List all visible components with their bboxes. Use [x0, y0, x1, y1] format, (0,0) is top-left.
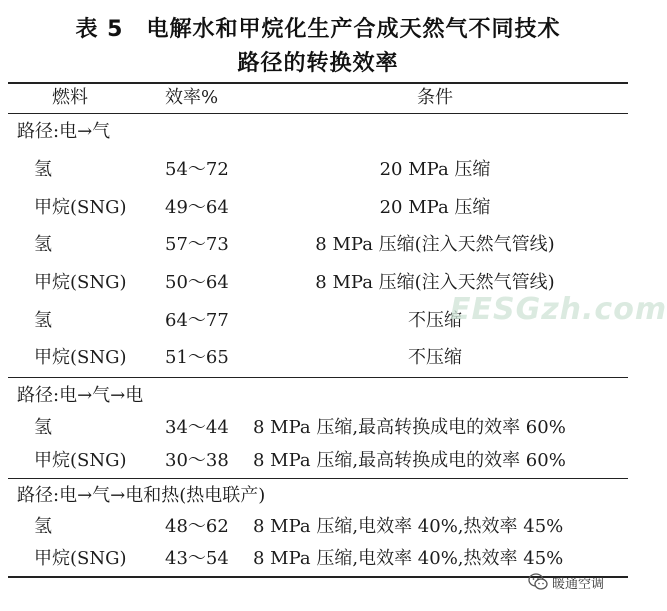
- fuel-cell: 氢: [34, 516, 52, 537]
- condition-cell: 20 MPa 压缩: [379, 197, 491, 218]
- site-watermark: EESGzh.com: [450, 292, 667, 327]
- condition-cell: 8 MPa 压缩,最高转换成电的效率 60%: [253, 450, 566, 471]
- efficiency-cell: 34～44: [165, 417, 229, 438]
- brand-badge: [528, 572, 604, 592]
- header-condition: 条件: [417, 87, 453, 108]
- route-label: 路径:电→气→电和热(热电联产): [17, 485, 266, 506]
- header-rule: [8, 113, 628, 114]
- efficiency-cell: 50～64: [165, 272, 229, 293]
- efficiency-cell: 49～64: [165, 197, 229, 218]
- efficiency-cell: 51～65: [165, 347, 229, 368]
- condition-cell: 8 MPa 压缩,电效率 40%,热效率 45%: [253, 516, 564, 537]
- condition-cell: 8 MPa 压缩(注入天然气管线): [315, 272, 555, 293]
- header-fuel: 燃料: [52, 87, 88, 108]
- efficiency-cell: 43～54: [165, 548, 229, 569]
- fuel-cell: 氢: [34, 310, 52, 331]
- condition-cell: 8 MPa 压缩(注入天然气管线): [315, 234, 555, 255]
- fuel-cell: 甲烷(SNG): [34, 450, 127, 471]
- condition-cell: 8 MPa 压缩,最高转换成电的效率 60%: [253, 417, 566, 438]
- header-efficiency: 效率%: [165, 87, 219, 108]
- condition-cell: 不压缩: [408, 347, 462, 368]
- table-title-line-1: 表 5 电解水和甲烷化生产合成天然气不同技术: [75, 17, 561, 42]
- fuel-cell: 甲烷(SNG): [34, 197, 127, 218]
- efficiency-cell: 64～77: [165, 310, 229, 331]
- brand-label: 暖通空调: [552, 576, 605, 592]
- group-rule: [8, 478, 628, 479]
- efficiency-cell: 48～62: [165, 516, 229, 537]
- fuel-cell: 氢: [34, 159, 52, 180]
- fuel-cell: 甲烷(SNG): [34, 272, 127, 293]
- fuel-cell: 氢: [34, 234, 52, 255]
- route-label: 路径:电→气: [17, 121, 111, 142]
- fuel-cell: 甲烷(SNG): [34, 548, 127, 569]
- condition-cell: 20 MPa 压缩: [379, 159, 491, 180]
- condition-cell: 8 MPa 压缩,电效率 40%,热效率 45%: [253, 548, 564, 569]
- route-label: 路径:电→气→电: [17, 385, 144, 406]
- efficiency-cell: 30～38: [165, 450, 229, 471]
- condition-cell: 不压缩: [408, 310, 462, 331]
- fuel-cell: 甲烷(SNG): [34, 347, 127, 368]
- table-title-line-2: 路径的转换效率: [237, 51, 399, 76]
- wechat-icon: [528, 572, 548, 592]
- group-rule: [8, 377, 628, 378]
- efficiency-cell: 54～72: [165, 159, 229, 180]
- top-rule: [8, 82, 628, 84]
- fuel-cell: 氢: [34, 417, 52, 438]
- efficiency-cell: 57～73: [165, 234, 229, 255]
